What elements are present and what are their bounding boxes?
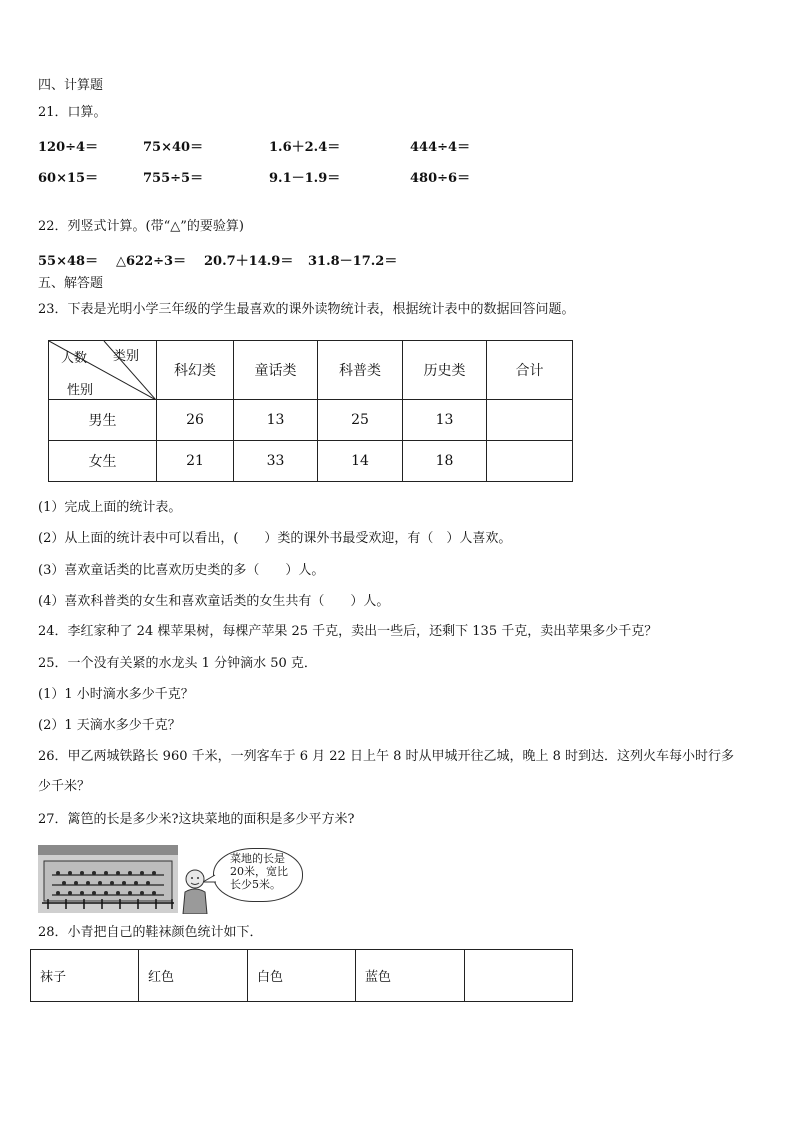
- table-corner-cell: [49, 341, 157, 400]
- calc-item: 444÷4＝: [410, 140, 471, 155]
- table-header: 科幻类: [157, 341, 234, 400]
- table-header: 科普类: [318, 341, 403, 400]
- table-cell: 33: [234, 441, 318, 482]
- question-25-sub-1: (1）1 小时滴水多少千克？: [38, 687, 194, 702]
- question-25-text: 25．一个没有关紧的水龙头 1 分钟滴水 50 克．: [38, 656, 317, 671]
- vertical-calc-item: 20.7＋14.9＝: [204, 254, 294, 269]
- table-cell: 25: [318, 400, 403, 441]
- calc-item: 480÷6＝: [410, 171, 471, 186]
- bubble-line: 20米，宽比: [230, 865, 288, 878]
- question-22-label: 22．列竖式计算。(带“△”的要验算): [38, 219, 244, 234]
- question-23-sub-1: (1）完成上面的统计表。: [38, 500, 182, 515]
- corner-label-gender: 性别: [67, 383, 94, 398]
- table-cell: 白色: [248, 950, 356, 1002]
- table-cell-blank[interactable]: [465, 950, 573, 1002]
- table-cell: 13: [403, 400, 487, 441]
- table-header: 合计: [487, 341, 573, 400]
- question-23-sub-2: (2）从上面的统计表中可以看出，( ）类的课外书最受欢迎，有（ ）人喜欢。: [38, 531, 512, 546]
- table-header: 历史类: [403, 341, 487, 400]
- question-28-text: 28．小青把自己的鞋袜颜色统计如下．: [38, 925, 263, 940]
- calc-item: 60×15＝: [38, 171, 99, 186]
- row-label: 女生: [49, 441, 157, 482]
- sock-color-table: [30, 949, 573, 1002]
- corner-label-count: 人数: [61, 351, 88, 366]
- calc-item: 120÷4＝: [38, 140, 99, 155]
- speech-bubble-tail: [203, 874, 217, 884]
- reading-stat-table: [48, 340, 573, 482]
- corner-label-category: 类别: [113, 349, 140, 364]
- question-25-sub-2: (2）1 天滴水多少千克？: [38, 718, 181, 733]
- table-cell: 26: [157, 400, 234, 441]
- question-26-line-2: 少千米？: [38, 779, 91, 794]
- calc-item: 75×40＝: [143, 140, 204, 155]
- question-26-line-1: 26．甲乙两城铁路长 960 千米，一列客车于 6 月 22 日上午 8 时从甲城开往乙城，晚上 8 时到达．这列火车每小时行多: [38, 749, 735, 764]
- table-cell: 蓝色: [356, 950, 465, 1002]
- table-cell-blank[interactable]: [487, 400, 573, 441]
- vertical-calc-item: △622÷3＝: [116, 254, 187, 269]
- section-title-solve: 五、解答题: [38, 276, 104, 291]
- calc-item: 9.1－1.9＝: [269, 171, 341, 186]
- section-title-calculation: 四、计算题: [38, 78, 104, 93]
- table-cell-blank[interactable]: [487, 441, 573, 482]
- table-row: [31, 950, 573, 1002]
- question-27-text: 27．篱笆的长是多少米?这块菜地的面积是多少平方米?: [38, 812, 355, 827]
- vegetable-field-illustration: [38, 845, 178, 913]
- vertical-calc-item: 55×48＝: [38, 254, 99, 269]
- bubble-line: 长少5米。: [230, 878, 281, 891]
- table-cell: 18: [403, 441, 487, 482]
- question-23-sub-4: (4）喜欢科普类的女生和喜欢童话类的女生共有（ ）人。: [38, 594, 390, 609]
- field-drawing: [38, 845, 178, 913]
- table-cell: 21: [157, 441, 234, 482]
- table-header: 童话类: [234, 341, 318, 400]
- row-label: 男生: [49, 400, 157, 441]
- table-row: [49, 441, 573, 482]
- question-23-text: 23．下表是光明小学三年级的学生最喜欢的课外读物统计表，根据统计表中的数据回答问题。: [38, 302, 575, 317]
- vertical-calc-item: 31.8－17.2＝: [308, 254, 398, 269]
- question-24-text: 24．李红家种了 24 棵苹果树，每棵产苹果 25 千克，卖出一些后，还剩下 135 千克，卖出苹果多少千克？: [38, 624, 658, 639]
- table-cell: 13: [234, 400, 318, 441]
- bubble-line: 菜地的长是: [230, 852, 285, 865]
- question-21-label: 21．口算。: [38, 105, 107, 120]
- table-row: [49, 400, 573, 441]
- table-cell: 袜子: [31, 950, 139, 1002]
- table-cell: 红色: [139, 950, 248, 1002]
- speech-bubble-text: [230, 852, 288, 891]
- calc-item: 755÷5＝: [143, 171, 204, 186]
- calc-item: 1.6＋2.4＝: [269, 140, 341, 155]
- question-23-sub-3: (3）喜欢童话类的比喜欢历史类的多（ ）人。: [38, 563, 325, 578]
- table-cell: 14: [318, 441, 403, 482]
